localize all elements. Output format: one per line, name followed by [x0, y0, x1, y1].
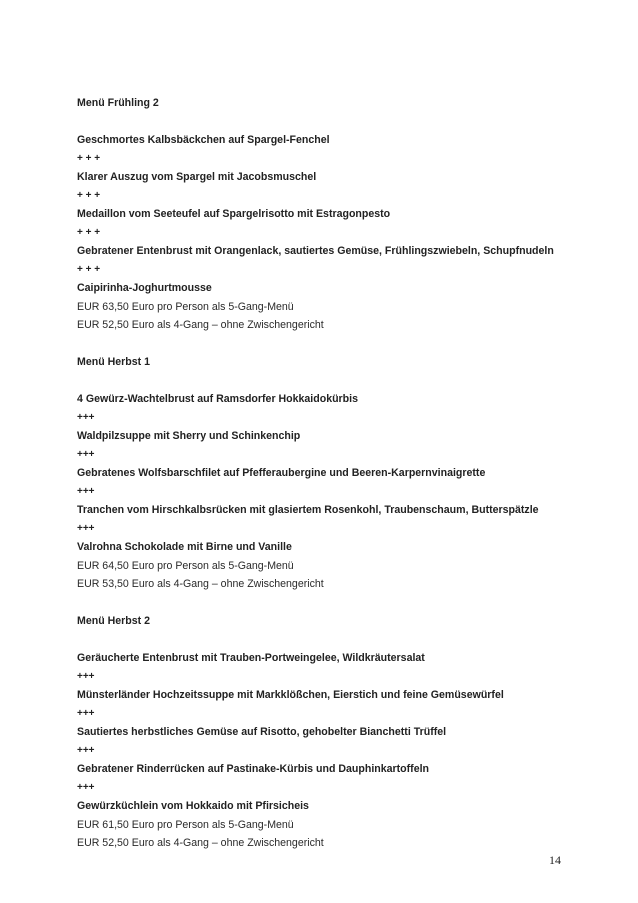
price-line: EUR 53,50 Euro als 4-Gang – ohne Zwischengericht: [77, 578, 324, 590]
course: Tranchen vom Hirschkalbsrücken mit glasiertem Rosenkohl, Traubenschaum, Butterspätzle: [77, 504, 539, 516]
spacer: [77, 113, 577, 132]
course: Gebratener Entenbrust mit Orangenlack, sautiertes Gemüse, Frühlingszwiebeln, Schupfnudeln: [77, 245, 554, 257]
course-separator: + + +: [77, 226, 101, 238]
course-separator: +++: [77, 781, 95, 793]
course: Gewürzküchlein vom Hokkaido mit Pfirsicheis: [77, 800, 309, 812]
menu-title: Menü Frühling 2: [77, 97, 159, 109]
course-separator: +++: [77, 744, 95, 756]
course-separator: +++: [77, 485, 95, 497]
course: Caipirinha-Joghurtmousse: [77, 282, 212, 294]
spacer: [77, 335, 577, 354]
price-line: EUR 52,50 Euro als 4-Gang – ohne Zwischengericht: [77, 319, 324, 331]
spacer: [77, 372, 577, 391]
spacer: [77, 594, 577, 613]
menu-title: Menü Herbst 1: [77, 356, 150, 368]
course: Medaillon vom Seeteufel auf Spargelrisotto mit Estragonpesto: [77, 208, 391, 220]
page-number: 14: [549, 853, 561, 867]
course-separator: + + +: [77, 189, 101, 201]
course-separator: + + +: [77, 263, 101, 275]
menu-title: Menü Herbst 2: [77, 615, 150, 627]
course-separator: +++: [77, 522, 95, 534]
course-separator: +++: [77, 411, 95, 423]
spacer: [77, 631, 577, 650]
price-line: EUR 52,50 Euro als 4-Gang – ohne Zwischengericht: [77, 837, 324, 849]
course-separator: +++: [77, 707, 95, 719]
course: Sautiertes herbstliches Gemüse auf Risotto, gehobelter Bianchetti Trüffel: [77, 726, 447, 738]
price-line: EUR 61,50 Euro pro Person als 5-Gang-Menü: [77, 818, 294, 831]
course: 4 Gewürz-Wachtelbrust auf Ramsdorfer Hokkaidokürbis: [77, 393, 358, 405]
course: Gebratenes Wolfsbarschfilet auf Pfefferaubergine und Beeren-Karpernvinaigrette: [77, 467, 486, 479]
menu-content: [77, 94, 577, 853]
course: Münsterländer Hochzeitssuppe mit Markklößchen, Eierstich und feine Gemüsewürfel: [77, 689, 504, 701]
course-separator: + + +: [77, 152, 101, 164]
price-line: EUR 64,50 Euro pro Person als 5-Gang-Menü: [77, 559, 294, 572]
course-separator: +++: [77, 670, 95, 682]
course: Valrohna Schokolade mit Birne und Vanille: [77, 541, 292, 553]
course: Waldpilzsuppe mit Sherry und Schinkenchip: [77, 430, 301, 442]
course: Klarer Auszug vom Spargel mit Jacobsmuschel: [77, 171, 317, 183]
course-separator: +++: [77, 448, 95, 460]
course: Geschmortes Kalbsbäckchen auf Spargel-Fenchel: [77, 134, 330, 146]
course: Gebratener Rinderrücken auf Pastinake-Kürbis und Dauphinkartoffeln: [77, 763, 430, 775]
price-line: EUR 63,50 Euro pro Person als 5-Gang-Menü: [77, 300, 294, 313]
course: Geräucherte Entenbrust mit Trauben-Portweingelee, Wildkräutersalat: [77, 652, 425, 664]
